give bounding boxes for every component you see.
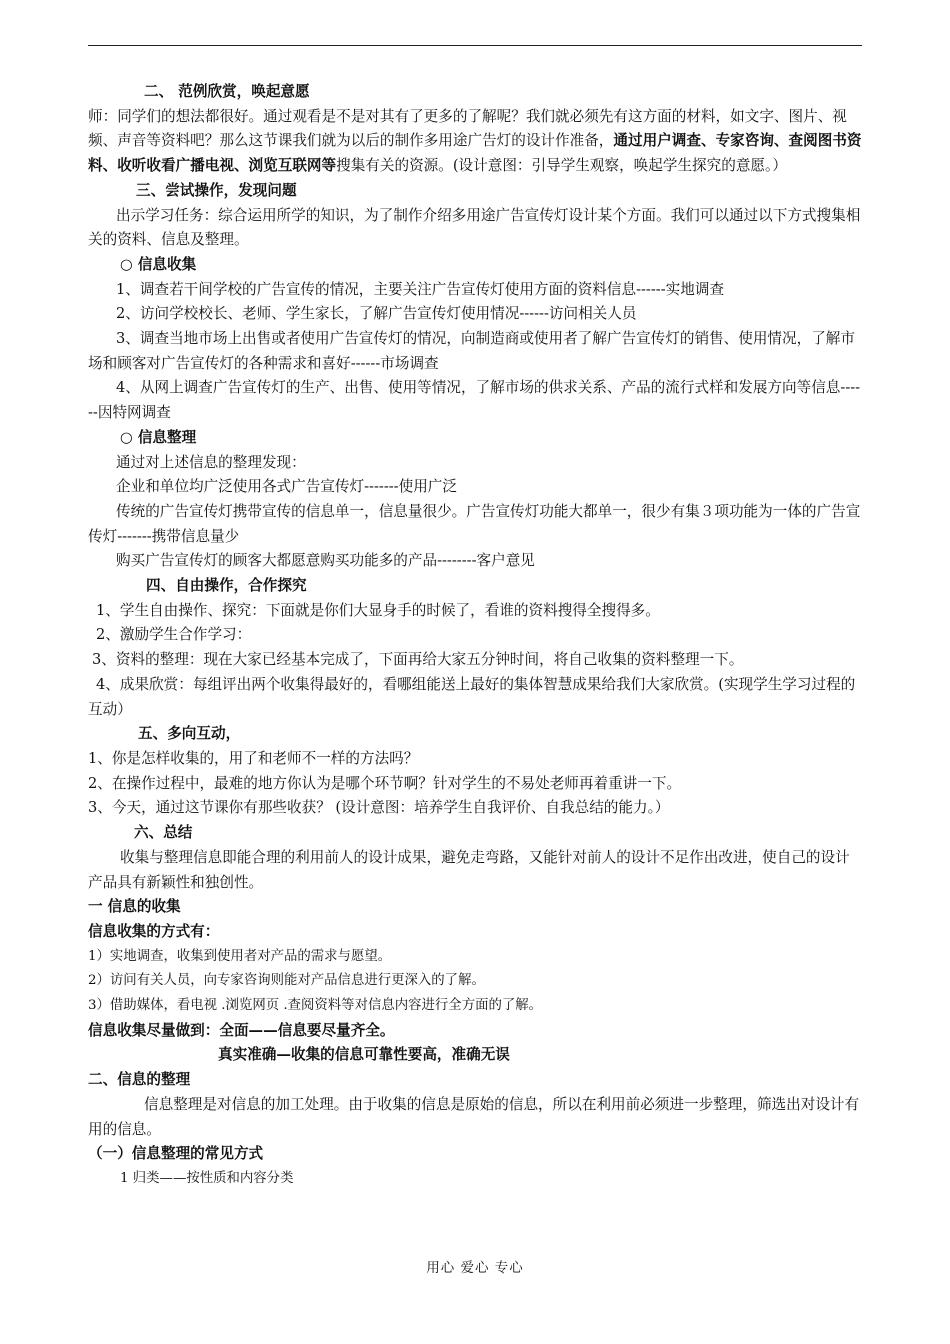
organize-item-2: 企业和单位均广泛使用各式广告宣传灯-------使用广泛	[116, 478, 457, 496]
section-2-title: 二、 范例欣赏，唤起意愿	[144, 83, 310, 100]
section-6-paragraph: 收集与整理信息即能合理的利用前人的设计成果，避免走弯路，又能针对前人的设计不足作出改进，使自己的设计产品具有新颖性和独创性。	[88, 848, 850, 891]
section-5-title: 五、多向互动，	[138, 725, 241, 743]
notes-2-title: 二、信息的整理	[88, 1071, 191, 1089]
organize-item-3: 传统的广告宣传灯携带宣传的信息单一，信息量很少。广告宣传灯功能大都单一，很少有集３项功能为一体的广告宣传灯-------携带信息量少	[88, 502, 861, 545]
notes-1-item-1: 1）实地调查，收集到使用者对产品的需求与愿望。	[88, 948, 392, 964]
collect-item-1: 1、调查若干间学校的广告宣传的情况，主要关注广告宣传灯使用方面的资料信息------实地调查	[116, 280, 725, 298]
notes-2-subtitle: （一）信息整理的常见方式	[88, 1145, 264, 1163]
organize-item-4: 购买广告宣传灯的顾客大都愿意购买功能多的产品--------客户意见	[116, 552, 535, 570]
organize-title: ○ 信息整理	[120, 428, 197, 446]
section-5-item-2: 2、在操作过程中，最难的地方你认为是哪个环节啊？针对学生的不易处老师再着重讲一下。	[88, 774, 682, 792]
notes-1-item-3: 3）借助媒体，看电视 .浏览网页 .查阅资料等对信息内容进行全方面的了解。	[88, 998, 543, 1014]
section-2-text-bold: 通过用户调查、专家咨询、查阅图书资料、收听收看广播电视、浏览互联网等	[88, 132, 862, 175]
collect-item-2: 2、访问学校校长、老师、学生家长，了解广告宣传灯使用情况------访问相关人员	[116, 305, 637, 323]
section-3-paragraph: 出示学习任务：综合运用所学的知识，为了制作介绍多用途广告宣传灯设计某个方面。我们可以通过以下方式搜集相关的资料、信息及整理。	[88, 206, 861, 249]
section-4-item-2: 2、激励学生合作学习：	[96, 626, 252, 644]
notes-1-title: 一 信息的收集	[88, 898, 181, 916]
header-rule	[88, 45, 862, 46]
collect-title: ○ 信息收集	[120, 255, 197, 273]
requirement-label: 信息收集尽量做到：	[88, 1021, 220, 1039]
document-body	[88, 80, 864, 1192]
notes-1-requirement	[88, 1019, 864, 1044]
section-5-item-3: 3、今天，通过这节课你有那些收获？ (设计意图：培养学生自我评价、自我总结的能力。）	[88, 799, 670, 817]
section-4-item-3: 3、资料的整理：现在大家已经基本完成了，下面再给大家五分钟时间，将自己收集的资料整理一下。	[92, 651, 744, 669]
section-4-item-4: 4、成果欣赏：每组评出两个收集得最好的，看哪组能送上最好的集体智慧成果给我们大家欣赏。(实现学生学习过程的互动）	[88, 675, 856, 718]
notes-1-item-2: 2）访问有关人员，向专家咨询则能对产品信息进行更深入的了解。	[88, 973, 485, 989]
section-4-item-1: 1、学生自由操作、探究：下面就是你们大显身手的时候了，看谁的资料搜得全搜得多。	[96, 601, 660, 619]
organize-item-1: 通过对上述信息的整理发现：	[116, 453, 306, 471]
collect-item-4: 4、从网上调查广告宣传灯的生产、出售、使用等情况，了解市场的供求关系、产品的流行式样和发展方向等信息------因特网调查	[88, 379, 861, 422]
section-4-title: 四、自由操作，合作探究	[146, 577, 307, 595]
collect-item-3: 3、调查当地市场上出售或者使用广告宣传灯的情况，向制造商或使用者了解广告宣传灯的销售、使用情况，了解市场和顾客对广告宣传灯的各种需求和喜好------市场调查	[88, 330, 855, 372]
section-2-paragraph	[88, 105, 864, 179]
section-5-item-1: 1、你是怎样收集的，用了和老师不一样的方法吗？	[88, 749, 419, 767]
notes-1-subtitle: 信息收集的方式有：	[88, 922, 220, 940]
section-2-text-c: 搜集有关的资源。(设计意图：引导学生观察，唤起学生探究的意愿。）	[336, 157, 787, 175]
section-6-title: 六、总结	[134, 824, 193, 842]
notes-2-paragraph: 信息整理是对信息的加工处理。由于收集的信息是原始的信息，所以在利用前必须进一步整理，筛选出对设计有用的信息。	[88, 1095, 860, 1138]
section-3-title: 三、尝试操作，发现问题	[136, 181, 297, 199]
section-2-text-a: 师：同学们的想法都很好。通过观看是不是对其有了更多的了解呢？我们就必须先有这方面的材料，如文字、图片、视频、声音等资料吧？那么这节课我们就为以后的制作多用途广告灯的设计作准备，	[88, 107, 847, 150]
notes-2-item-1: 1 归类——按性质和内容分类	[120, 1170, 294, 1186]
requirement-complete: 全面——信息要尽量齐全。	[219, 1021, 395, 1039]
page-footer: 用心 爱心 专心	[426, 1260, 524, 1276]
notes-1-requirement-accurate: 真实准确—收集的信息可靠性要高，准确无误	[218, 1046, 510, 1064]
